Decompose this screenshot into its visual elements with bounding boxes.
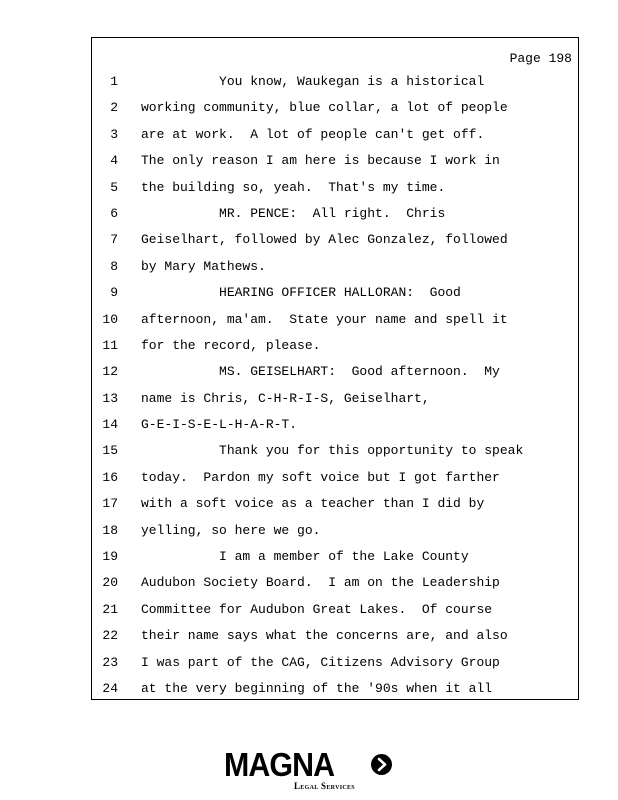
line-number: 19 [102, 549, 118, 565]
transcript-lines [92, 69, 578, 702]
transcript-line [92, 518, 578, 544]
transcript-page [91, 37, 579, 700]
line-text: You know, Waukegan is a historical [141, 74, 485, 89]
line-number: 11 [102, 337, 118, 353]
transcript-line [92, 386, 578, 412]
line-text: with a soft voice as a teacher than I did by [141, 496, 485, 512]
line-number: 14 [102, 417, 118, 433]
line-text: for the record, please. [141, 337, 321, 353]
line-number: 18 [102, 522, 118, 538]
transcript-line [92, 650, 578, 676]
logo-subtitle: Legal Services [294, 781, 355, 791]
line-number: 23 [102, 654, 118, 670]
transcript-line [92, 201, 578, 227]
transcript-line [92, 280, 578, 306]
line-text: I am a member of the Lake County [141, 549, 469, 565]
transcript-line [92, 570, 578, 596]
line-text: G-E-I-S-E-L-H-A-R-T. [141, 417, 298, 433]
transcript-line [92, 465, 578, 491]
line-text: The only reason I am here is because I work in [141, 153, 500, 169]
line-text: Geiselhart, followed by Alec Gonzalez, followed [141, 232, 508, 248]
line-text: by Mary Mathews. [141, 258, 266, 274]
line-number: 12 [102, 364, 118, 380]
line-number: 15 [102, 443, 118, 459]
transcript-line [92, 148, 578, 174]
logo-wordmark: MAGNA [224, 746, 335, 783]
transcript-line [92, 438, 578, 464]
line-number: 4 [110, 153, 118, 169]
line-text: at the very beginning of the '90s when it all [141, 680, 493, 696]
magna-logo [224, 748, 396, 792]
line-text: are at work. A lot of people can't get off. [141, 126, 485, 142]
line-number: 6 [110, 205, 118, 221]
line-text: Committee for Audubon Great Lakes. Of course [141, 601, 493, 617]
line-number: 22 [102, 628, 118, 644]
transcript-line [92, 412, 578, 438]
line-text: afternoon, ma'am. State your name and spell it [141, 311, 508, 327]
line-number: 16 [102, 469, 118, 485]
line-text: their name says what the concerns are, and also [141, 628, 508, 644]
transcript-line [92, 254, 578, 280]
transcript-line [92, 544, 578, 570]
line-text: working community, blue collar, a lot of people [141, 100, 508, 116]
transcript-line [92, 307, 578, 333]
line-number: 2 [110, 100, 118, 116]
transcript-line [92, 122, 578, 148]
line-number: 21 [102, 601, 118, 617]
transcript-line [92, 333, 578, 359]
line-number: 3 [110, 126, 118, 142]
line-text: today. Pardon my soft voice but I got farther [141, 469, 500, 485]
page-number: Page 198 [509, 51, 572, 66]
line-text: name is Chris, C-H-R-I-S, Geiselhart, [141, 390, 430, 406]
right-arrow-circle-icon [371, 754, 392, 775]
transcript-line [92, 623, 578, 649]
line-text: I was part of the CAG, Citizens Advisory Group [141, 654, 500, 670]
transcript-line [92, 69, 578, 95]
line-number: 9 [110, 285, 118, 301]
line-number: 24 [102, 680, 118, 696]
line-number: 20 [102, 575, 118, 591]
line-number: 13 [102, 390, 118, 406]
line-number: 8 [110, 258, 118, 274]
line-text: MR. PENCE: All right. Chris [141, 205, 446, 221]
transcript-line [92, 359, 578, 385]
line-text: the building so, yeah. That's my time. [141, 179, 446, 195]
line-text: yelling, so here we go. [141, 522, 321, 538]
line-number: 5 [110, 179, 118, 195]
line-number: 10 [102, 311, 118, 327]
transcript-line [92, 95, 578, 121]
line-number: 17 [102, 496, 118, 512]
transcript-line [92, 227, 578, 253]
transcript-line [92, 597, 578, 623]
line-text: Audubon Society Board. I am on the Leadership [141, 575, 500, 591]
transcript-line [92, 491, 578, 517]
transcript-line [92, 175, 578, 201]
transcript-line [92, 676, 578, 702]
line-number: 1 [110, 74, 118, 89]
line-text: Thank you for this opportunity to speak [141, 443, 524, 459]
line-number: 7 [110, 232, 118, 248]
line-text: HEARING OFFICER HALLORAN: Good [141, 285, 461, 301]
line-text: MS. GEISELHART: Good afternoon. My [141, 364, 500, 380]
